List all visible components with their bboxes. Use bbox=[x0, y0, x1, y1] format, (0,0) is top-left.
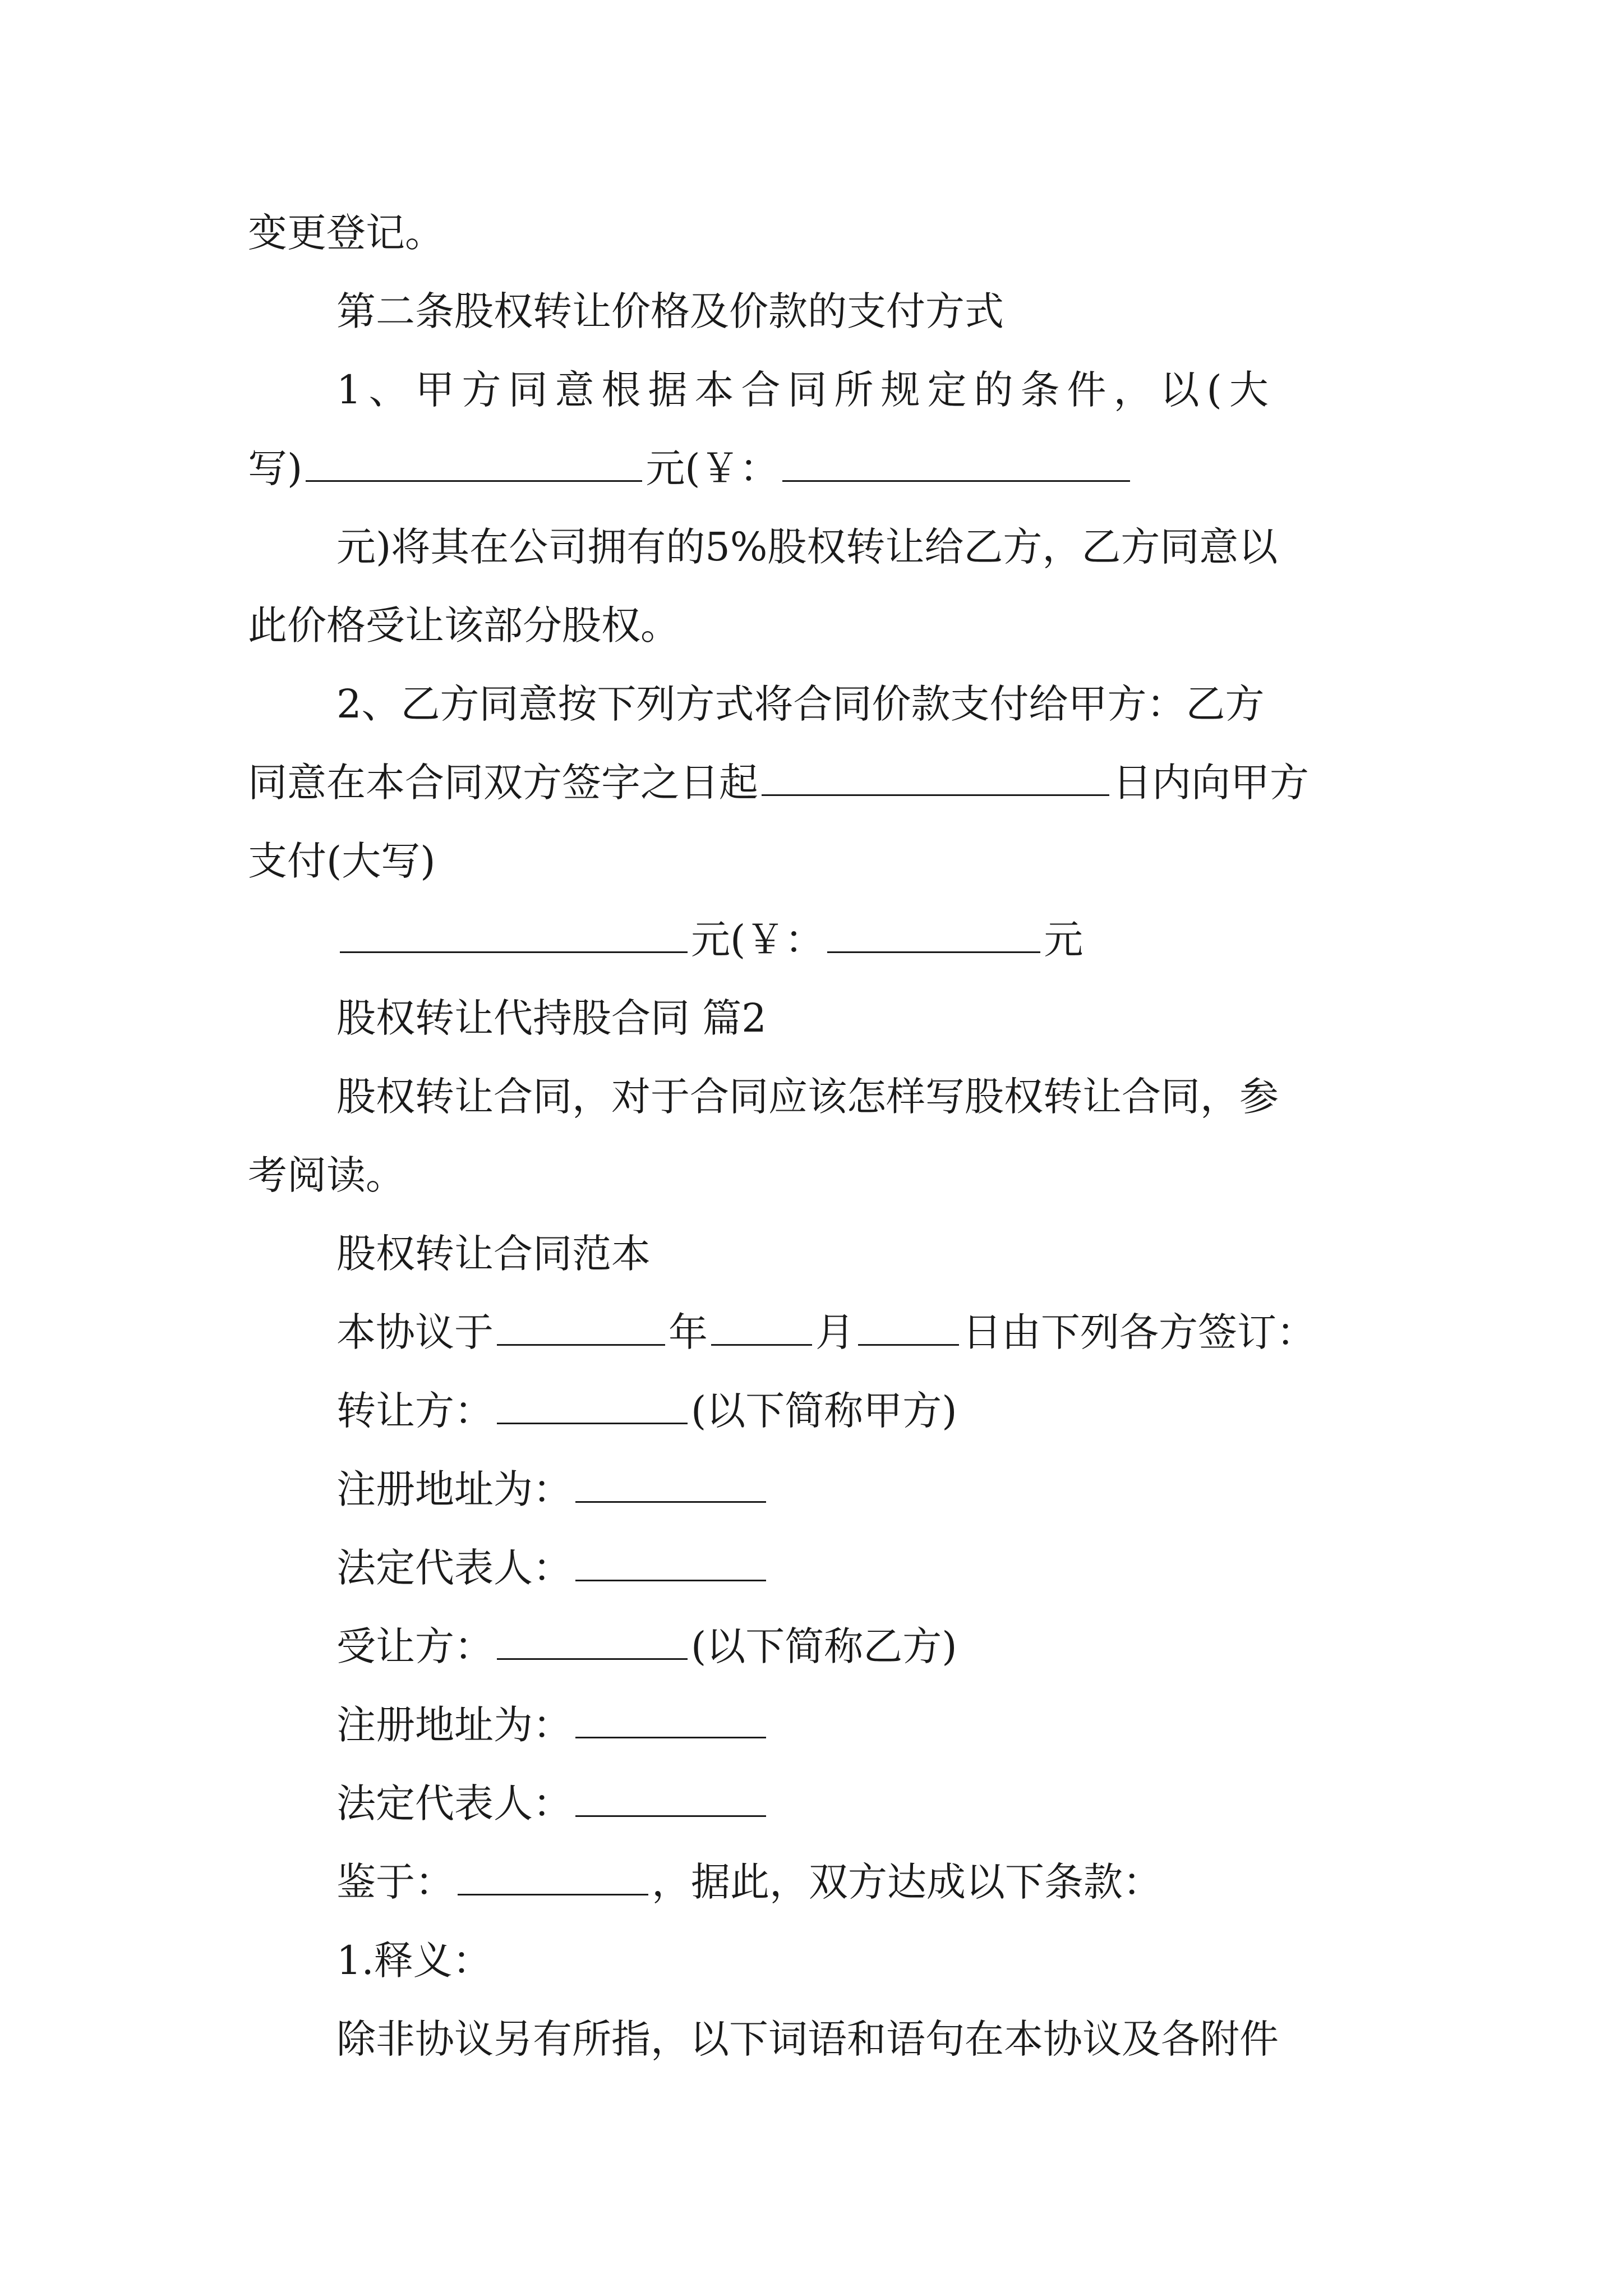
fill-in-blank[interactable] bbox=[711, 1309, 812, 1346]
document-title: 股权转让合同范本 bbox=[336, 1231, 651, 1277]
fill-in-blank[interactable] bbox=[458, 1859, 648, 1895]
text-segment: (以下简称乙方) bbox=[691, 1623, 957, 1669]
text-line bbox=[336, 1857, 1162, 1907]
text-line bbox=[336, 1386, 957, 1436]
text-line: 支付(大写) bbox=[248, 838, 436, 884]
text-segment: ，据此，双方达成以下条款： bbox=[652, 1859, 1162, 1905]
text-segment: 受让方： bbox=[336, 1623, 494, 1669]
text-line bbox=[336, 1307, 1316, 1358]
text-segment: 元(￥： bbox=[691, 917, 824, 963]
text-segment: 元 bbox=[1044, 917, 1083, 963]
text-segment: (以下简称甲方) bbox=[691, 1388, 957, 1434]
fill-in-blank[interactable] bbox=[858, 1309, 959, 1346]
text-line bbox=[336, 1700, 769, 1750]
text-line: 考阅读。 bbox=[248, 1152, 405, 1198]
fill-in-blank[interactable] bbox=[497, 1623, 688, 1660]
fill-in-blank[interactable] bbox=[762, 760, 1109, 796]
text-segment: 月 bbox=[815, 1309, 855, 1355]
text-segment: 本协议于 bbox=[336, 1309, 494, 1355]
text-segment: 法定代表人： bbox=[336, 1780, 572, 1826]
text-line: 除非协议另有所指，以下词语和语句在本协议及各附件 bbox=[336, 2016, 1279, 2062]
fill-in-blank[interactable] bbox=[497, 1388, 688, 1424]
text-segment: 法定代表人： bbox=[336, 1545, 572, 1591]
text-segment: 注册地址为： bbox=[336, 1466, 572, 1512]
text-segment: 日内向甲方 bbox=[1113, 760, 1309, 806]
section-heading: 股权转让代持股合同 篇2 bbox=[336, 995, 767, 1041]
text-line: 股权转让合同，对于合同应该怎样写股权转让合同，参 bbox=[336, 1074, 1279, 1120]
fill-in-blank[interactable] bbox=[575, 1545, 766, 1581]
fill-in-blank[interactable] bbox=[575, 1466, 766, 1503]
fill-in-blank[interactable] bbox=[340, 917, 688, 953]
text-line: 此价格受让该部分股权。 bbox=[248, 602, 680, 648]
fill-in-blank[interactable] bbox=[827, 917, 1040, 953]
text-segment: 同意在本合同双方签字之日起 bbox=[248, 760, 758, 806]
fill-in-blank[interactable] bbox=[575, 1702, 766, 1738]
fill-in-blank[interactable] bbox=[497, 1309, 665, 1346]
text-segment: 年 bbox=[668, 1309, 708, 1355]
fill-in-blank[interactable] bbox=[782, 445, 1130, 482]
text-line bbox=[248, 757, 1309, 808]
text-segment: 转让方： bbox=[336, 1388, 494, 1434]
text-segment: 注册地址为： bbox=[336, 1702, 572, 1748]
text-line bbox=[248, 443, 1133, 494]
section-heading: 第二条股权转让价格及价款的支付方式 bbox=[336, 288, 1004, 334]
text-line bbox=[336, 1621, 957, 1672]
text-line bbox=[336, 1464, 769, 1515]
text-line: 变更登记。 bbox=[248, 210, 444, 256]
text-line: 元)将其在公司拥有的5%股权转让给乙方，乙方同意以 bbox=[336, 524, 1278, 570]
fill-in-blank[interactable] bbox=[575, 1780, 766, 1817]
text-line bbox=[336, 1543, 769, 1593]
text-line: 1.释义： bbox=[336, 1938, 492, 1984]
text-line: 1、甲方同意根据本合同所规定的条件，以(大 bbox=[336, 367, 1276, 413]
text-line: 2、乙方同意按下列方式将合同价款支付给甲方：乙方 bbox=[336, 681, 1265, 727]
text-line bbox=[336, 914, 1083, 965]
text-segment: 元(￥： bbox=[645, 445, 779, 491]
fill-in-blank[interactable] bbox=[306, 445, 642, 482]
text-segment: 鉴于： bbox=[336, 1859, 454, 1905]
text-line bbox=[336, 1778, 769, 1829]
text-segment: 写) bbox=[248, 445, 303, 491]
text-segment: 日由下列各方签订： bbox=[962, 1309, 1316, 1355]
